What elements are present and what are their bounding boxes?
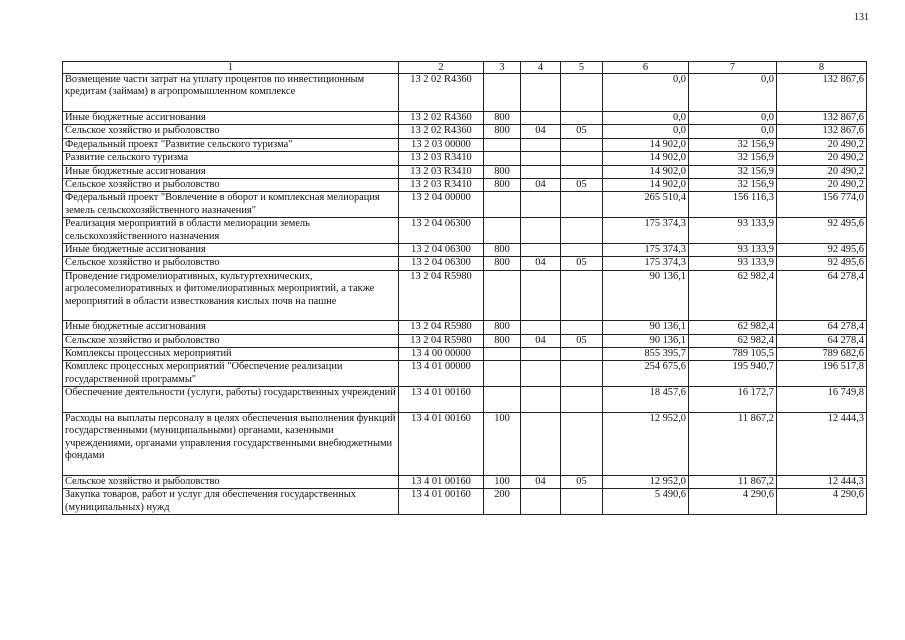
row-code: 13 4 01 00160: [399, 387, 484, 413]
row-value-col7: 11 867,2: [689, 475, 777, 488]
row-subsection: 05: [561, 179, 603, 192]
row-value-col8: 12 444,3: [777, 475, 867, 488]
row-section: [521, 192, 561, 218]
row-value-col6: 175 374,3: [603, 218, 689, 244]
table-row: [63, 361, 867, 387]
row-value-col7: 32 156,9: [689, 152, 777, 165]
column-header: 8: [777, 62, 867, 74]
row-value-col7: 93 133,9: [689, 218, 777, 244]
row-value-col6: 14 902,0: [603, 152, 689, 165]
row-code: 13 2 03 00000: [399, 138, 484, 151]
row-code: 13 2 02 R4360: [399, 112, 484, 125]
row-value-col6: 0,0: [603, 125, 689, 138]
row-section: [521, 321, 561, 334]
row-subsection: [561, 361, 603, 387]
row-code: 13 2 03 R3410: [399, 165, 484, 178]
row-expense-type: [484, 387, 521, 413]
row-subsection: [561, 165, 603, 178]
row-value-col7: 93 133,9: [689, 257, 777, 270]
row-subsection: [561, 489, 603, 515]
row-value-col8: 132 867,6: [777, 125, 867, 138]
table-row: [63, 112, 867, 125]
row-section: [521, 244, 561, 257]
row-value-col7: 62 982,4: [689, 270, 777, 320]
row-section: 04: [521, 179, 561, 192]
row-expense-type: [484, 218, 521, 244]
row-name: Иные бюджетные ассигнования: [63, 112, 399, 125]
row-name: Комплексы процессных мероприятий: [63, 348, 399, 361]
row-name: Федеральный проект "Вовлечение в оборот и комплексная мелиорация земель сельскохозяйственного назначения": [63, 192, 399, 218]
table-row: [63, 412, 867, 475]
table-row: [63, 138, 867, 151]
row-code: 13 2 04 06300: [399, 218, 484, 244]
row-subsection: [561, 387, 603, 413]
row-subsection: [561, 138, 603, 151]
row-section: 04: [521, 257, 561, 270]
row-subsection: [561, 348, 603, 361]
row-value-col7: 0,0: [689, 112, 777, 125]
row-name: Сельское хозяйство и рыболовство: [63, 334, 399, 347]
page-number: 131: [854, 12, 869, 23]
row-section: [521, 165, 561, 178]
row-value-col6: 175 374,3: [603, 244, 689, 257]
row-section: 04: [521, 334, 561, 347]
row-value-col8: 64 278,4: [777, 270, 867, 320]
row-name: Иные бюджетные ассигнования: [63, 321, 399, 334]
row-value-col6: 855 395,7: [603, 348, 689, 361]
row-code: 13 2 03 R3410: [399, 179, 484, 192]
column-header: 6: [603, 62, 689, 74]
row-section: [521, 361, 561, 387]
table-row: [63, 334, 867, 347]
row-section: [521, 74, 561, 112]
row-value-col7: 0,0: [689, 74, 777, 112]
row-expense-type: 100: [484, 412, 521, 475]
row-value-col8: 20 490,2: [777, 179, 867, 192]
table-row: [63, 218, 867, 244]
row-code: 13 2 04 06300: [399, 257, 484, 270]
column-header: 7: [689, 62, 777, 74]
row-value-col7: 11 867,2: [689, 412, 777, 475]
row-code: 13 2 04 00000: [399, 192, 484, 218]
row-code: 13 2 02 R4360: [399, 74, 484, 112]
row-section: 04: [521, 475, 561, 488]
row-name: Сельское хозяйство и рыболовство: [63, 257, 399, 270]
row-value-col7: 195 940,7: [689, 361, 777, 387]
row-expense-type: 800: [484, 244, 521, 257]
row-expense-type: 800: [484, 112, 521, 125]
row-code: 13 4 00 00000: [399, 348, 484, 361]
row-value-col6: 14 902,0: [603, 179, 689, 192]
row-value-col8: 20 490,2: [777, 152, 867, 165]
row-subsection: [561, 412, 603, 475]
row-value-col8: 92 495,6: [777, 244, 867, 257]
row-name: Сельское хозяйство и рыболовство: [63, 125, 399, 138]
column-header: 3: [484, 62, 521, 74]
row-value-col7: 16 172,7: [689, 387, 777, 413]
row-expense-type: [484, 152, 521, 165]
row-expense-type: [484, 361, 521, 387]
column-header: 4: [521, 62, 561, 74]
row-expense-type: 800: [484, 179, 521, 192]
row-section: 04: [521, 125, 561, 138]
row-code: 13 4 01 00160: [399, 489, 484, 515]
row-expense-type: 800: [484, 125, 521, 138]
row-subsection: [561, 244, 603, 257]
row-section: [521, 412, 561, 475]
table-row: [63, 321, 867, 334]
row-expense-type: [484, 138, 521, 151]
row-subsection: 05: [561, 475, 603, 488]
row-expense-type: [484, 270, 521, 320]
row-value-col7: 62 982,4: [689, 334, 777, 347]
table-row: [63, 270, 867, 320]
row-expense-type: 200: [484, 489, 521, 515]
row-value-col8: 92 495,6: [777, 218, 867, 244]
row-subsection: 05: [561, 125, 603, 138]
budget-table: [62, 61, 867, 515]
table-row: [63, 244, 867, 257]
row-section: [521, 387, 561, 413]
row-value-col6: 0,0: [603, 112, 689, 125]
row-subsection: [561, 74, 603, 112]
row-value-col8: 20 490,2: [777, 138, 867, 151]
row-subsection: [561, 152, 603, 165]
row-name: Обеспечение деятельности (услуги, работы) государственных учреждений: [63, 387, 399, 413]
row-name: Развитие сельского туризма: [63, 152, 399, 165]
row-value-col6: 254 675,6: [603, 361, 689, 387]
table-row: [63, 125, 867, 138]
row-value-col7: 32 156,9: [689, 138, 777, 151]
table-body: [63, 74, 867, 515]
row-expense-type: [484, 348, 521, 361]
row-subsection: [561, 270, 603, 320]
column-header: 5: [561, 62, 603, 74]
table-row: [63, 179, 867, 192]
row-subsection: [561, 218, 603, 244]
table-row: [63, 152, 867, 165]
row-name: Федеральный проект "Развитие сельского туризма": [63, 138, 399, 151]
row-value-col8: 132 867,6: [777, 112, 867, 125]
row-section: [521, 152, 561, 165]
row-name: Расходы на выплаты персоналу в целях обеспечения выполнения функций государственными (муниципальными) органами, казенными учреждениями, органами управления государственными внебюджетными фондами: [63, 412, 399, 475]
row-name: Возмещение части затрат на уплату процентов по инвестиционным кредитам (займам) в агропромышленном комплексе: [63, 74, 399, 112]
row-expense-type: [484, 192, 521, 218]
row-value-col8: 92 495,6: [777, 257, 867, 270]
row-subsection: [561, 321, 603, 334]
row-name: Иные бюджетные ассигнования: [63, 244, 399, 257]
row-value-col6: 265 510,4: [603, 192, 689, 218]
row-value-col6: 5 490,6: [603, 489, 689, 515]
row-subsection: [561, 192, 603, 218]
row-value-col7: 156 116,3: [689, 192, 777, 218]
row-value-col7: 789 105,5: [689, 348, 777, 361]
row-code: 13 2 04 R5980: [399, 270, 484, 320]
row-section: [521, 112, 561, 125]
row-value-col7: 32 156,9: [689, 165, 777, 178]
row-name: Комплекс процессных мероприятий "Обеспечение реализации государственной программы": [63, 361, 399, 387]
row-code: 13 2 02 R4360: [399, 125, 484, 138]
row-value-col8: 132 867,6: [777, 74, 867, 112]
row-name: Сельское хозяйство и рыболовство: [63, 179, 399, 192]
row-value-col7: 4 290,6: [689, 489, 777, 515]
row-value-col7: 0,0: [689, 125, 777, 138]
row-value-col8: 64 278,4: [777, 321, 867, 334]
table-row: [63, 475, 867, 488]
row-section: [521, 218, 561, 244]
row-value-col6: 0,0: [603, 74, 689, 112]
row-name: Закупка товаров, работ и услуг для обеспечения государственных (муниципальных) нужд: [63, 489, 399, 515]
row-value-col6: 18 457,6: [603, 387, 689, 413]
row-expense-type: 800: [484, 334, 521, 347]
row-value-col8: 64 278,4: [777, 334, 867, 347]
header-row: [63, 62, 867, 74]
row-code: 13 2 04 06300: [399, 244, 484, 257]
row-code: 13 2 04 R5980: [399, 334, 484, 347]
row-value-col8: 789 682,6: [777, 348, 867, 361]
table-row: [63, 192, 867, 218]
row-section: [521, 489, 561, 515]
row-value-col8: 16 749,8: [777, 387, 867, 413]
row-code: 13 4 01 00160: [399, 412, 484, 475]
row-value-col7: 93 133,9: [689, 244, 777, 257]
row-value-col6: 12 952,0: [603, 412, 689, 475]
row-section: [521, 138, 561, 151]
row-code: 13 2 04 R5980: [399, 321, 484, 334]
row-code: 13 4 01 00000: [399, 361, 484, 387]
row-value-col6: 14 902,0: [603, 165, 689, 178]
table-row: [63, 348, 867, 361]
row-name: Иные бюджетные ассигнования: [63, 165, 399, 178]
row-value-col6: 12 952,0: [603, 475, 689, 488]
row-expense-type: 100: [484, 475, 521, 488]
table-row: [63, 257, 867, 270]
table-row: [63, 387, 867, 413]
row-code: 13 2 03 R3410: [399, 152, 484, 165]
row-value-col7: 62 982,4: [689, 321, 777, 334]
row-subsection: 05: [561, 257, 603, 270]
row-value-col6: 90 136,1: [603, 321, 689, 334]
row-section: [521, 270, 561, 320]
row-value-col6: 14 902,0: [603, 138, 689, 151]
row-value-col7: 32 156,9: [689, 179, 777, 192]
row-value-col8: 12 444,3: [777, 412, 867, 475]
row-section: [521, 348, 561, 361]
row-expense-type: 800: [484, 321, 521, 334]
column-header: 2: [399, 62, 484, 74]
row-code: 13 4 01 00160: [399, 475, 484, 488]
row-value-col8: 20 490,2: [777, 165, 867, 178]
row-name: Реализация мероприятий в области мелиорации земель сельскохозяйственного назначения: [63, 218, 399, 244]
row-value-col6: 175 374,3: [603, 257, 689, 270]
row-expense-type: [484, 74, 521, 112]
row-value-col6: 90 136,1: [603, 270, 689, 320]
row-subsection: 05: [561, 334, 603, 347]
row-subsection: [561, 112, 603, 125]
row-expense-type: 800: [484, 257, 521, 270]
row-value-col8: 4 290,6: [777, 489, 867, 515]
row-name: Сельское хозяйство и рыболовство: [63, 475, 399, 488]
row-name: Проведение гидромелиоративных, культуртехнических, агролесомелиоративных и фитомелиоративных мероприятий, а также мероприятий в области известкования кислых почв на пашне: [63, 270, 399, 320]
table-row: [63, 489, 867, 515]
row-expense-type: 800: [484, 165, 521, 178]
table-row: [63, 165, 867, 178]
row-value-col8: 156 774,0: [777, 192, 867, 218]
table-row: [63, 74, 867, 112]
row-value-col6: 90 136,1: [603, 334, 689, 347]
row-value-col8: 196 517,8: [777, 361, 867, 387]
column-header: 1: [63, 62, 399, 74]
